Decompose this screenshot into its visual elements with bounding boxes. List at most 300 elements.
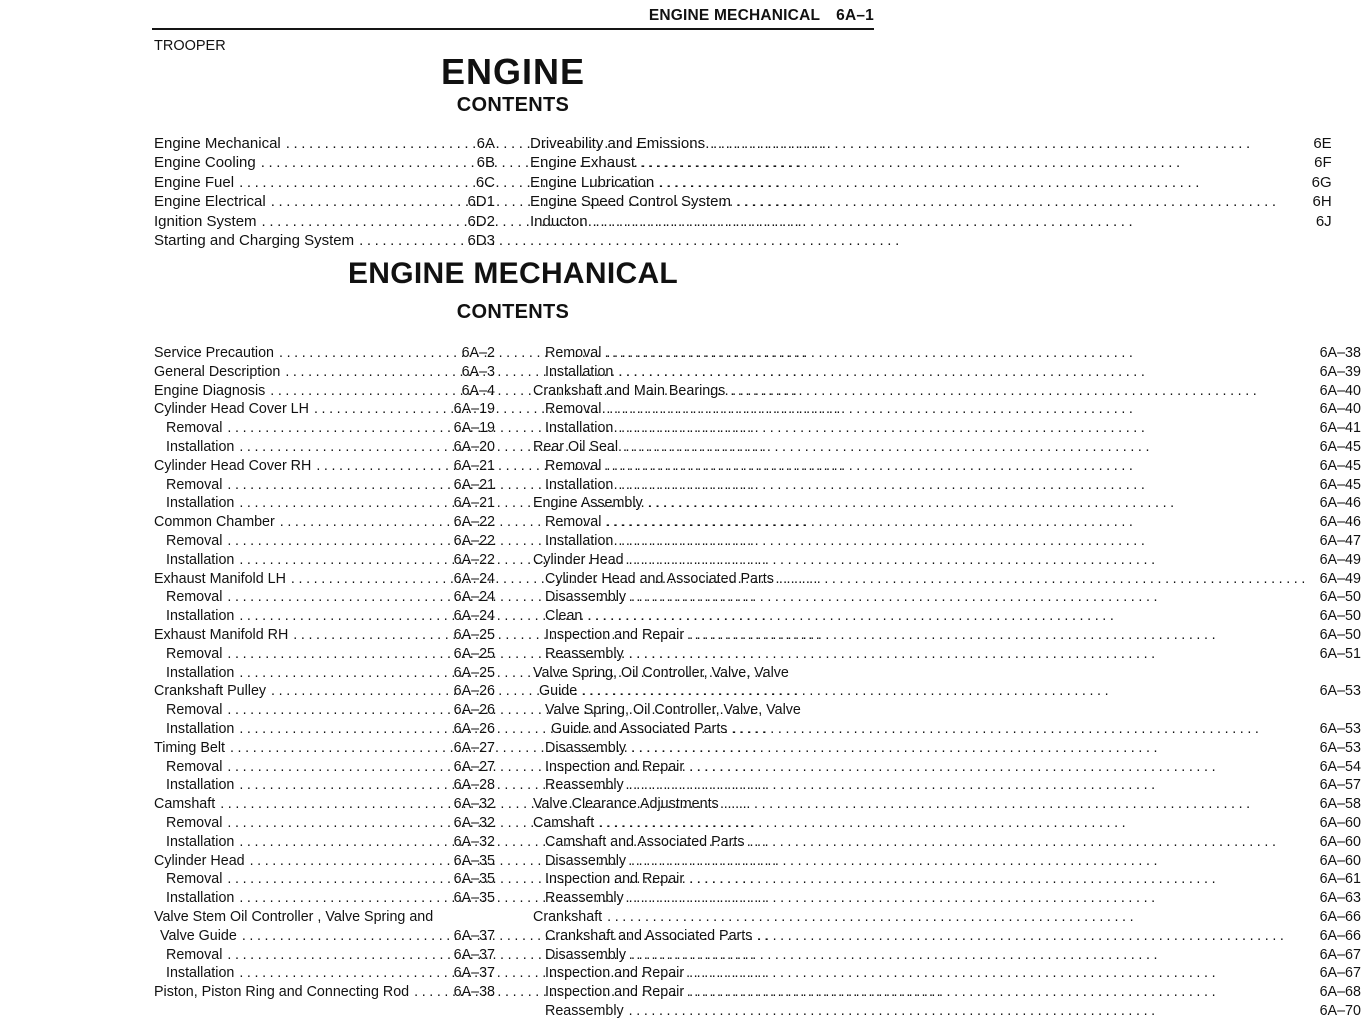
toc-entry-page: 6A–26 [453,720,495,737]
toc-entry-label: Disassembly [545,739,627,756]
section-toc-column-left [154,344,495,1021]
toc-entry [154,626,495,645]
dot-leader-icon [261,153,443,172]
toc-entry-page: 6A–26 [453,683,495,700]
toc-entry-page: 6A–50 [1319,589,1361,606]
toc-entry-page: 6D1 [467,193,495,211]
dot-leader-icon [629,645,1309,664]
toc-entry-page: 6A–21 [453,476,495,493]
dot-leader-icon [239,494,443,513]
dot-leader-icon [271,192,443,211]
toc-entry [533,551,1361,570]
toc-entry [533,964,1361,983]
toc-entry [533,438,1361,457]
contents-heading: CONTENTS [456,94,570,116]
dot-leader-icon [239,173,443,192]
dot-leader-icon [640,153,1280,172]
toc-entry-label: Installation [545,532,614,549]
dot-leader-icon [607,908,1309,927]
toc-entry-page: 6A–32 [453,796,495,813]
toc-entry-label: Exhaust Manifold LH [154,570,286,587]
toc-entry-page: 6A–37 [453,965,495,982]
toc-entry-page: 6A [476,135,495,152]
dot-leader-icon [618,476,1309,495]
toc-entry-label: Engine Fuel [154,173,235,191]
toc-entry [154,173,495,192]
section-heading: ENGINE MECHANICAL [347,257,679,290]
toc-entry-label: Crankshaft and Main Bearings [533,382,726,399]
toc-entry-page: 6A–47 [1319,532,1361,549]
toc-entry-label: Exhaust Manifold RH [154,626,289,643]
dot-leader-icon [629,1002,1309,1021]
toc-entry [533,833,1361,852]
toc-entry-page: 6A–32 [453,833,495,850]
dot-leader-icon [623,438,1309,457]
toc-entry-page: 6A–45 [1319,476,1361,493]
dot-leader-icon [659,173,1279,192]
toc-entry-label: Installation [166,551,235,568]
dot-leader-icon [286,134,443,153]
toc-entry-page: 6A–20 [453,438,495,455]
toc-entry [154,532,495,551]
toc-entry-label: Camshaft and Associated Parts [545,833,745,850]
section-contents-heading: CONTENTS [456,301,570,323]
toc-entry-page: 6A–60 [1319,852,1361,869]
toc-entry-label: Removal [166,758,223,775]
toc-entry [154,852,495,871]
toc-entry-label: Valve Spring, Oil Controller, Valve, Valve [545,702,801,719]
toc-entry-label: Removal [166,702,223,719]
dot-leader-icon [689,626,1309,645]
dot-leader-icon [316,457,443,476]
toc-entry-page: 6B [476,154,495,172]
dot-leader-icon [227,476,443,495]
dot-leader-icon [239,664,443,683]
toc-entry-page: 6A–67 [1319,946,1361,963]
dot-leader-icon [242,927,443,946]
toc-entry-page: 6A–41 [1319,420,1361,437]
dot-leader-icon [629,889,1309,908]
toc-entry-label: Reassembly [545,645,624,662]
dot-leader-icon [618,363,1309,382]
toc-entry-page: 6G [1311,173,1332,191]
dot-leader-icon [631,739,1309,758]
toc-entry-page: 6E [1313,135,1332,152]
toc-entry [154,344,495,363]
toc-entry-page: 6A–22 [453,532,495,549]
toc-entry-label: Removal [166,645,223,662]
toc-entry-label: Removal [166,946,223,963]
toc-entry-page: 6H [1312,193,1332,211]
toc-entry-label: Timing Belt [154,739,225,756]
dot-leader-icon [293,626,443,645]
dot-leader-icon [631,946,1309,965]
dot-leader-icon [736,192,1280,211]
engine-title: ENGINE [440,51,586,92]
toc-entry-label: Installation [166,777,235,794]
toc-entry [154,946,495,965]
dot-leader-icon [724,795,1309,814]
toc-entry-page: 6A–28 [453,777,495,794]
toc-entry-label: Service Precaution [154,345,274,361]
dot-leader-icon [239,889,443,908]
dot-leader-icon [710,134,1280,153]
toc-entry [154,134,495,153]
toc-entry-page: 6A–66 [1319,908,1361,925]
toc-entry-label: Installation [545,363,614,380]
dot-leader-icon [314,400,443,419]
toc-entry [154,588,495,607]
toc-entry-page: 6A–4 [461,382,495,399]
toc-entry-label: Installation [545,420,614,437]
toc-entry [530,134,1332,153]
toc-entry [533,946,1361,965]
toc-entry-page: 6C [475,173,495,191]
dot-leader-icon [239,438,443,457]
toc-entry-label: Removal [166,532,223,549]
toc-entry-page: 6A–53 [1319,739,1361,756]
toc-entry-page: 6A–37 [453,927,495,944]
toc-entry [533,457,1361,476]
dot-leader-icon [648,494,1309,513]
dot-leader-icon [629,551,1309,570]
toc-entry-label: Engine Diagnosis [154,382,266,399]
toc-entry [533,889,1361,908]
toc-entry-label: Removal [545,401,602,418]
toc-entry-page: 6A–60 [1319,814,1361,831]
toc-entry [154,908,495,946]
toc-entry-label: Removal [545,457,602,474]
toc-entry-page: 6A–25 [453,645,495,662]
toc-entry-page: 6A–70 [1319,1002,1361,1019]
dot-leader-icon [629,776,1309,795]
toc-entry [530,153,1332,172]
dot-leader-icon [587,607,1309,626]
toc-entry [154,400,495,419]
toc-entry-page: 6A–25 [453,664,495,681]
toc-entry-label: Rear Oil Seal [533,438,619,455]
dot-leader-icon [582,682,1309,701]
dot-leader-icon [270,382,443,401]
toc-entry-label: Removal [166,814,223,831]
toc-entry-page: 6A–38 [1319,345,1361,361]
toc-entry-label: Inspection and Repair [545,965,685,982]
toc-entry-page: 6A–50 [1319,608,1361,625]
toc-entry [533,664,1361,702]
dot-leader-icon [227,701,443,720]
toc-entry-page: 6A–39 [1319,363,1361,380]
chapter-toc [154,134,1332,250]
dot-leader-icon [227,946,443,965]
toc-entry-page: 6A–24 [453,589,495,606]
toc-entry [154,720,495,739]
toc-entry-label: Engine Mechanical [154,135,281,152]
toc-entry [533,588,1361,607]
toc-entry-page: 6A–32 [453,814,495,831]
toc-entry-page: 6A–24 [453,570,495,587]
dot-leader-icon [227,870,443,889]
toc-entry [154,814,495,833]
toc-entry [154,212,495,231]
toc-entry [533,382,1361,401]
toc-entry-label: Installation [545,476,614,493]
toc-entry-label: Inspection and Repair [545,871,685,888]
toc-entry-page: 6A–57 [1319,777,1361,794]
chapter-toc-column-left [154,134,495,250]
dot-leader-icon [631,588,1309,607]
dot-leader-icon [757,927,1309,946]
toc-entry [154,363,495,382]
toc-entry-label: Removal [166,589,223,606]
toc-entry [154,645,495,664]
toc-entry [154,457,495,476]
toc-entry [154,795,495,814]
toc-entry-label: Removal [166,420,223,437]
toc-entry-label: Installation [166,833,235,850]
toc-entry [533,363,1361,382]
toc-entry [533,758,1361,777]
toc-entry-page: 6A–2 [461,345,495,361]
toc-entry-label: Driveability and Emissions [530,135,706,152]
toc-entry-page: 6A–45 [1319,457,1361,474]
toc-entry-label: Disassembly [545,589,627,606]
toc-entry [533,870,1361,889]
toc-entry-label: Inspection and Repair [545,984,685,1001]
dot-leader-icon [606,457,1309,476]
dot-leader-icon [414,983,443,1002]
dot-leader-icon [606,400,1309,419]
toc-entry-page: 6A–35 [453,871,495,888]
toc-entry-page: 6A–21 [453,457,495,474]
toc-entry-page: 6A–19 [453,420,495,437]
toc-entry-label: Disassembly [545,852,627,869]
dot-leader-icon [230,739,443,758]
toc-entry [154,382,495,401]
dot-leader-icon [239,720,443,739]
toc-entry-label: Valve Guide [160,927,237,944]
dot-leader-icon [732,720,1309,739]
toc-entry-page: 6A–21 [453,495,495,512]
toc-entry-page: 6A–38 [453,984,495,1001]
toc-entry-label: Cylinder Head [154,852,245,869]
toc-entry [154,607,495,626]
toc-entry [533,645,1361,664]
dot-leader-icon [779,570,1309,589]
toc-entry [154,231,495,250]
toc-entry [533,927,1361,946]
dot-leader-icon [227,758,443,777]
toc-entry [154,551,495,570]
section-toc-column-right [533,344,1361,1021]
toc-entry-page: 6A–22 [453,551,495,568]
toc-entry-label: Starting and Charging System [154,232,355,250]
toc-entry-page: 6A–40 [1319,382,1361,399]
dot-leader-icon [239,776,443,795]
dot-leader-icon [239,964,443,983]
toc-entry [154,419,495,438]
dot-leader-icon [280,513,443,532]
toc-entry-label: Piston, Piston Ring and Connecting Rod [154,984,410,1001]
dot-leader-icon [593,212,1280,231]
dot-leader-icon [618,419,1309,438]
toc-entry-label: Engine Exhaust [530,154,636,172]
section-toc [154,344,1361,1021]
dot-leader-icon [227,588,443,607]
toc-entry-label: Camshaft [533,814,595,831]
toc-entry [533,776,1361,795]
toc-entry-page: 6A–60 [1319,833,1361,850]
toc-entry [533,852,1361,871]
model-label: TROOPER [154,38,226,54]
toc-entry-page: 6A–49 [1319,570,1361,587]
page-header-number: 6A–1 [836,7,874,24]
toc-entry [533,814,1361,833]
toc-entry-page: 6A–22 [453,514,495,531]
toc-entry [154,682,495,701]
toc-entry-label: Clean [545,608,583,625]
dot-leader-icon [599,814,1309,833]
toc-entry-page: 6J [1315,212,1332,230]
toc-entry-label: Crankshaft [533,908,603,925]
toc-entry-page: 6A–66 [1319,927,1361,944]
toc-entry-page: 6A–63 [1319,890,1361,907]
toc-entry-label: Installation [166,608,235,625]
toc-entry-page: 6A–46 [1319,514,1361,531]
toc-entry [154,494,495,513]
toc-entry-label: Cylinder Head Cover RH [154,457,312,474]
toc-entry [154,664,495,683]
toc-entry-label: Removal [166,871,223,888]
toc-entry-label: Engine Speed Control System [530,193,731,211]
toc-entry [154,889,495,908]
toc-entry-label: Reassembly [545,1002,624,1019]
dot-leader-icon [291,570,443,589]
dot-leader-icon [239,833,443,852]
toc-entry-page: 6A–27 [453,758,495,775]
toc-entry-label: Engine Electrical [154,193,266,211]
toc-entry [533,476,1361,495]
toc-entry-page: 6A–67 [1319,965,1361,982]
toc-entry [533,570,1361,589]
toc-entry [154,701,495,720]
toc-entry [154,739,495,758]
toc-entry [533,739,1361,758]
toc-entry-label: Installation [166,890,235,907]
dot-leader-icon [689,964,1309,983]
toc-entry-page: 6A–3 [461,363,495,380]
toc-entry-label: Valve Clearance Adjustments [533,796,719,813]
toc-entry-label: Installation [166,720,235,737]
toc-entry-page: 6A–51 [1319,645,1361,662]
dot-leader-icon [279,344,443,363]
toc-entry-page: 6A–68 [1319,984,1361,1001]
toc-entry [533,513,1361,532]
toc-entry-label: Crankshaft and Associated Parts [545,927,753,944]
toc-entry [533,983,1361,1002]
toc-entry [154,833,495,852]
toc-entry-label: Installation [166,664,235,681]
toc-entry-label: Installation [166,495,235,512]
toc-entry-page: 6A–58 [1319,796,1361,813]
toc-entry [530,212,1332,231]
toc-entry [154,758,495,777]
toc-entry-label: Ignition System [154,212,257,230]
toc-entry-page: 6A–19 [453,401,495,418]
toc-entry-page: 6A–35 [453,890,495,907]
toc-entry-label: Reassembly [545,777,624,794]
toc-entry-page: 6A–53 [1319,683,1361,700]
toc-entry [533,607,1361,626]
toc-entry-page: 6A–49 [1319,551,1361,568]
dot-leader-icon [730,382,1309,401]
dot-leader-icon [227,814,443,833]
dot-leader-icon [239,551,443,570]
toc-entry-page: 6A–37 [453,946,495,963]
dot-leader-icon [606,344,1309,363]
toc-entry-page: 6A–40 [1319,401,1361,418]
toc-entry-label: Cylinder Head and Associated Parts [545,570,774,587]
toc-entry [533,494,1361,513]
toc-entry [154,983,495,1002]
toc-entry-page: 6A–35 [453,852,495,869]
dot-leader-icon [606,513,1309,532]
toc-entry-label: Disassembly [545,946,627,963]
toc-entry-label: Engine Assembly [533,495,643,512]
toc-entry [154,476,495,495]
dot-leader-icon [250,852,443,871]
toc-entry-label: Inspection and Repair [545,758,685,775]
dot-leader-icon [631,852,1309,871]
toc-entry-page: 6D2 [467,212,495,230]
toc-entry-label: Guide and Associated Parts [551,720,728,737]
toc-entry [154,513,495,532]
dot-leader-icon [689,870,1309,889]
dot-leader-icon [227,419,443,438]
toc-entry-label: Engine Cooling [154,154,256,172]
dot-leader-icon [689,758,1309,777]
toc-entry [154,192,495,211]
toc-entry-page: 6A–45 [1319,438,1361,455]
page-header [152,7,874,25]
toc-entry [154,870,495,889]
toc-entry [154,153,495,172]
toc-entry [533,532,1361,551]
dot-leader-icon [220,795,443,814]
toc-entry-label: Installation [166,965,235,982]
toc-entry-label: Valve Spring, Oil Controller, Valve, Valve [533,664,789,681]
toc-entry [154,776,495,795]
toc-entry-label: Reassembly [545,890,624,907]
toc-entry-label: Crankshaft Pulley [154,683,267,700]
toc-entry-label: Valve Stem Oil Controller , Valve Spring and [154,908,434,925]
toc-entry-page: 6A–46 [1319,495,1361,512]
toc-entry-label: Guide [539,683,578,700]
toc-entry-label: Camshaft [154,796,216,813]
toc-entry [154,570,495,589]
toc-entry [533,419,1361,438]
dot-leader-icon [227,645,443,664]
toc-entry [533,1002,1361,1021]
toc-entry [533,908,1361,927]
header-rule [152,28,874,30]
dot-leader-icon [262,212,443,231]
toc-entry-page: 6D3 [467,232,495,250]
toc-entry [530,192,1332,211]
toc-entry-page: 6A–53 [1319,720,1361,737]
toc-entry-page: 6A–25 [453,626,495,643]
toc-entry-page: 6A–50 [1319,626,1361,643]
toc-entry [154,438,495,457]
